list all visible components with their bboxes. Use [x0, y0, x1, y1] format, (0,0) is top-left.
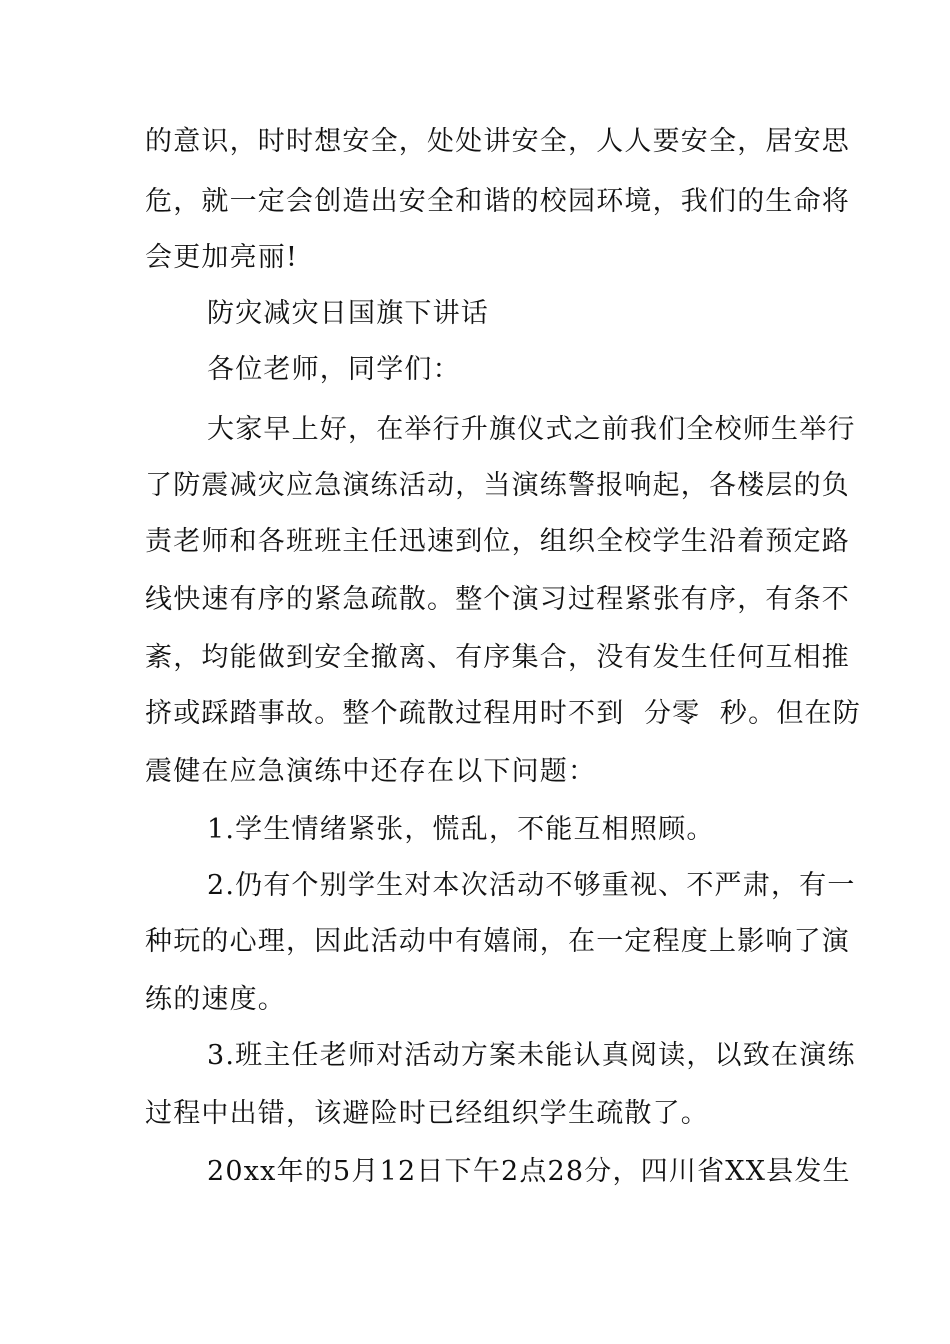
- paragraph-line: 线快速有序的紧急疏散。整个演习过程紧张有序，有条不: [145, 584, 850, 615]
- list-item: 1.学生情绪紧张，慌乱，不能互相照顾。: [207, 814, 715, 845]
- salutation: 各位老师，同学们：: [207, 354, 461, 385]
- paragraph-line: 大家早上好，在举行升旗仪式之前我们全校师生举行: [207, 414, 856, 445]
- list-item: 2.仍有个别学生对本次活动不够重视、不严肃，有一: [207, 870, 856, 901]
- paragraph-line: 危，就一定会创造出安全和谐的校园环境，我们的生命将: [145, 186, 850, 217]
- paragraph-line: 20xx年的5月12日下午2点28分，四川省XX县发生: [207, 1156, 851, 1187]
- paragraph-line: 练的速度。: [145, 984, 286, 1015]
- paragraph-line: 会更加亮丽!: [145, 242, 299, 273]
- paragraph-line: 紊，均能做到安全撤离、有序集合，没有发生任何互相推: [145, 642, 850, 673]
- paragraph-line: 种玩的心理，因此活动中有嬉闹，在一定程度上影响了演: [145, 926, 850, 957]
- paragraph-line: 的意识，时时想安全，处处讲安全，人人要安全，居安思: [145, 126, 850, 157]
- section-title: 防灾减灾日国旗下讲话: [207, 298, 489, 329]
- paragraph-line: 责老师和各班班主任迅速到位，组织全校学生沿着预定路: [145, 526, 850, 557]
- list-item: 3.班主任老师对活动方案未能认真阅读，以致在演练: [207, 1040, 856, 1071]
- paragraph-line: 挤或踩踏事故。整个疏散过程用时不到 分零 秒。但在防: [145, 698, 861, 729]
- paragraph-line: 过程中出错，该避险时已经组织学生疏散了。: [145, 1098, 709, 1129]
- paragraph-line: 震健在应急演练中还存在以下问题：: [145, 756, 597, 787]
- paragraph-line: 了防震减灾应急演练活动，当演练警报响起，各楼层的负: [145, 470, 850, 501]
